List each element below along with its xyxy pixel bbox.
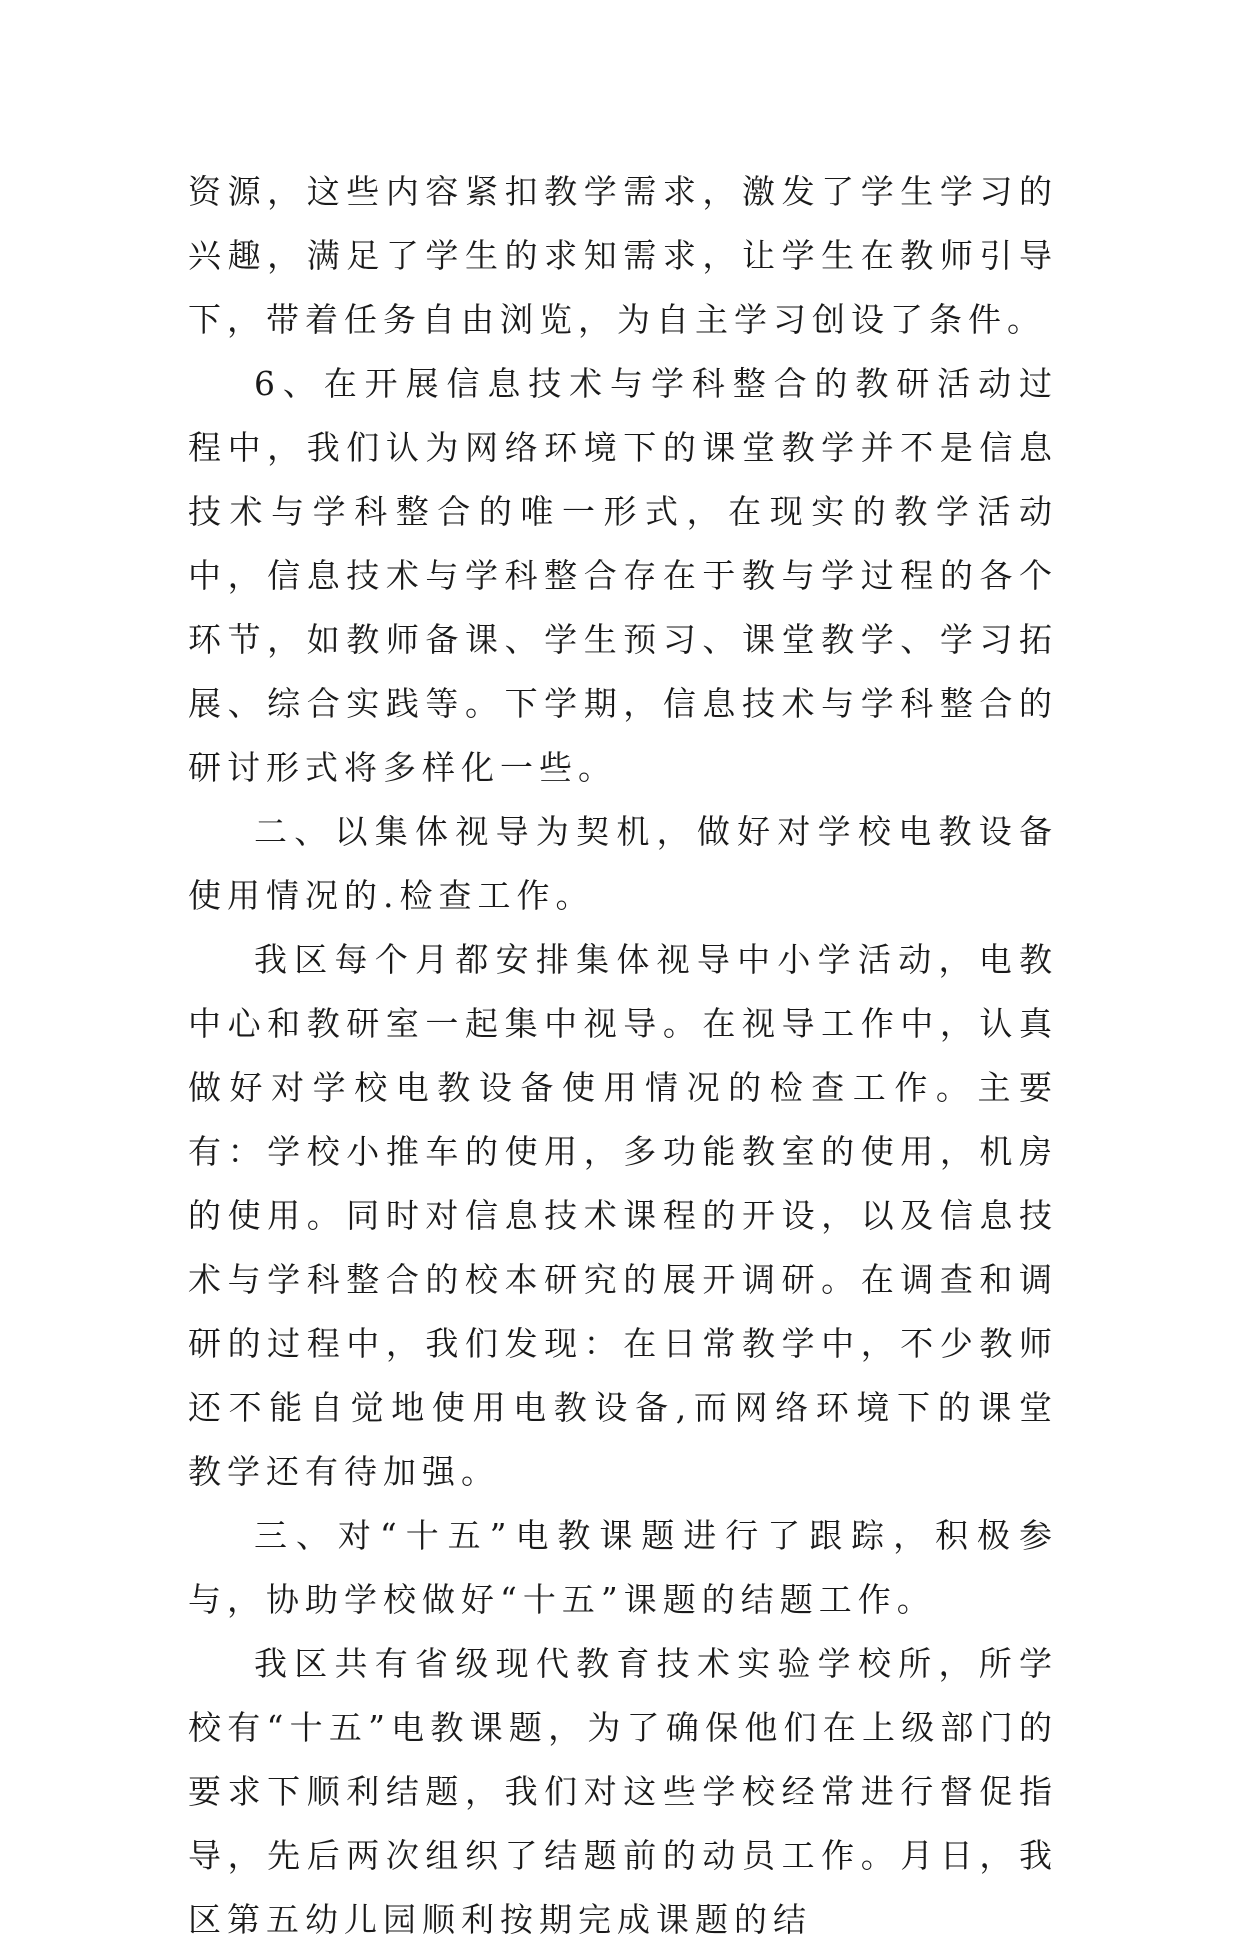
section-heading-2: 二、以集体视导为契机，做好对学校电教设备使用情况的.检查工作。: [188, 812, 1058, 915]
paragraph: 6、在开展信息技术与学科整合的教研活动过程中，我们认为网络环境下的课堂教学并不是信息技术与学科整合的唯一形式，在现实的教学活动中，信息技术与学科整合存在于教与学过程的各个环节，如教师备课、学生预习、课堂教学、学习拓展、综合实践等。下学期，信息技术与学科整合的研讨形式将多样化一些。: [188, 364, 1058, 787]
body-text: [188, 160, 1058, 1952]
paragraph: 我区共有省级现代教育技术实验学校所，所学校有“十五”电教课题，为了确保他们在上级部门的要求下顺利结题，我们对这些学校经常进行督促指导，先后两次组织了结题前的动员工作。月日，我区第五幼儿园顺利按期完成课题的结: [188, 1644, 1058, 1939]
section-heading-3: 三、对“十五”电教课题进行了跟踪，积极参与，协助学校做好“十五”课题的结题工作。: [188, 1516, 1058, 1619]
paragraph: 我区每个月都安排集体视导中小学活动，电教中心和教研室一起集中视导。在视导工作中，认真做好对学校电教设备使用情况的检查工作。主要有：学校小推车的使用，多功能教室的使用，机房的使用。同时对信息技术课程的开设，以及信息技术与学科整合的校本研究的展开调研。在调查和调研的过程中，我们发现：在日常教学中，不少教师还不能自觉地使用电教设备,而网络环境下的课堂教学还有待加强。: [188, 940, 1058, 1491]
paragraph: 资源，这些内容紧扣教学需求，激发了学生学习的兴趣，满足了学生的求知需求，让学生在教师引导下，带着任务自由浏览，为自主学习创设了条件。: [188, 172, 1058, 339]
